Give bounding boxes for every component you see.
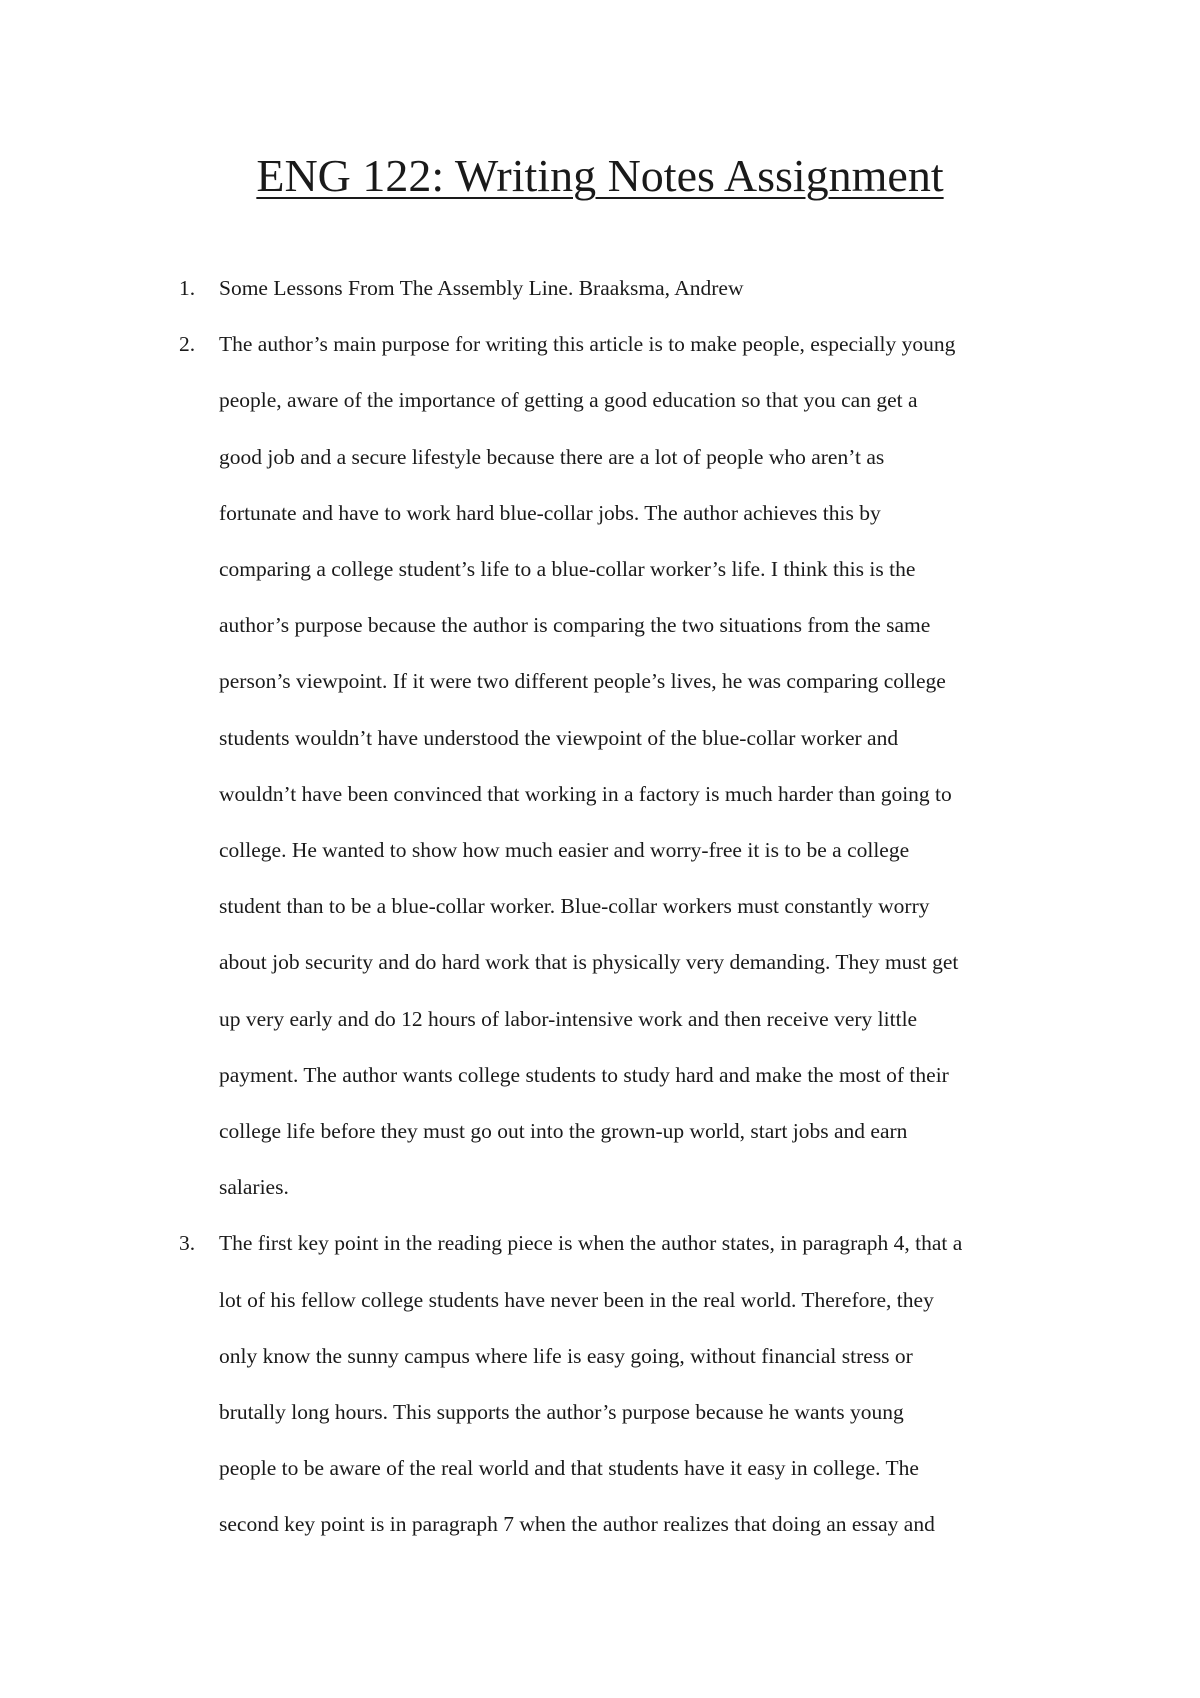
list-item-line: about job security and do hard work that is physically very demanding. They must get <box>219 950 959 975</box>
list-item-line: people to be aware of the real world and that students have it easy in college. The <box>219 1456 919 1481</box>
list-item-line: person’s viewpoint. If it were two different people’s lives, he was comparing college <box>219 669 946 694</box>
list-item-line: salaries. <box>219 1175 289 1200</box>
list-item-line: fortunate and have to work hard blue-collar jobs. The author achieves this by <box>219 500 881 525</box>
list-item-line: The first key point in the reading piece is when the author states, in paragraph 4, that a <box>219 1231 963 1256</box>
list-item-line: up very early and do 12 hours of labor-intensive work and then receive very little <box>219 1006 918 1031</box>
list-item-number: 3. <box>179 1231 196 1256</box>
list-item-line: student than to be a blue-collar worker. Blue-collar workers must constantly worry <box>219 894 930 919</box>
list-item-line: payment. The author wants college students to study hard and make the most of their <box>219 1062 949 1087</box>
list-item-line: college life before they must go out into the grown-up world, start jobs and earn <box>219 1119 908 1144</box>
list-item-line: brutally long hours. This supports the author’s purpose because he wants young <box>219 1400 904 1425</box>
page-title: ENG 122: Writing Notes Assignment <box>256 150 944 201</box>
list-item-line: people, aware of the importance of getting a good education so that you can get a <box>219 388 918 413</box>
list-item-line: only know the sunny campus where life is easy going, without financial stress or <box>219 1343 913 1368</box>
notes-list <box>179 260 1069 1553</box>
list-item-line: comparing a college student’s life to a blue-collar worker’s life. I think this is the <box>219 557 916 582</box>
list-item-line: author’s purpose because the author is comparing the two situations from the same <box>219 613 931 638</box>
list-item-number: 1. <box>179 276 196 300</box>
list-item-2 <box>179 316 1069 1215</box>
list-item-3 <box>179 1215 1069 1552</box>
list-item-number: 2. <box>179 332 196 357</box>
list-item-1 <box>179 260 1069 316</box>
list-item-line: students wouldn’t have understood the viewpoint of the blue-collar worker and <box>219 725 899 750</box>
list-item-line: wouldn’t have been convinced that working in a factory is much harder than going to <box>219 781 952 806</box>
list-item-line: good job and a secure lifestyle because there are a lot of people who aren’t as <box>219 444 885 469</box>
list-item-line: The author’s main purpose for writing this article is to make people, especially young <box>219 332 956 357</box>
list-item-line: Some Lessons From The Assembly Line. Braaksma, Andrew <box>219 276 744 300</box>
list-item-line: college. He wanted to show how much easier and worry-free it is to be a college <box>219 838 910 863</box>
list-item-line: second key point is in paragraph 7 when the author realizes that doing an essay and <box>219 1512 935 1537</box>
list-item-line: lot of his fellow college students have never been in the real world. Therefore, they <box>219 1287 934 1312</box>
